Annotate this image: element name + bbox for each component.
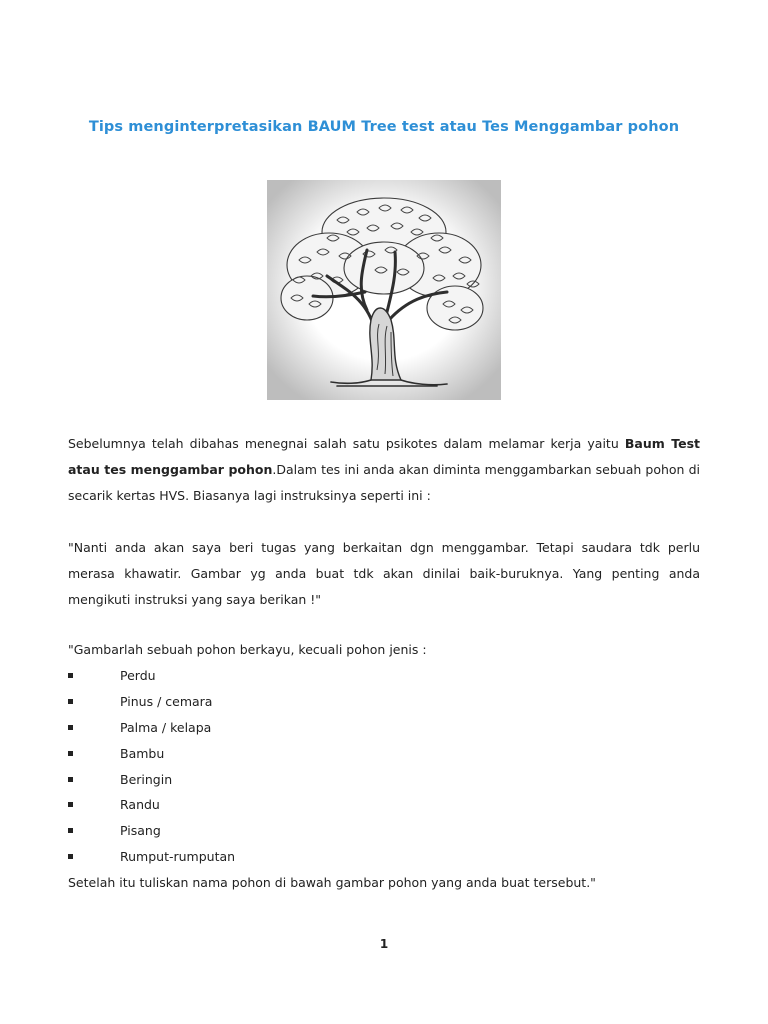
excluded-tree-list xyxy=(68,663,700,870)
bullet-icon xyxy=(68,777,73,782)
tree-illustration xyxy=(267,180,501,400)
list-item xyxy=(68,663,700,689)
list-item-label: Randu xyxy=(120,797,160,813)
list-item-label: Pisang xyxy=(120,823,161,839)
list-item-label: Rumput-rumputan xyxy=(120,849,236,865)
list-item-label: Pinus / cemara xyxy=(120,693,213,709)
list-item-label: Perdu xyxy=(120,668,156,683)
list-item-label: Bambu xyxy=(120,745,165,761)
intro-paragraph xyxy=(68,431,700,509)
bullet-icon xyxy=(68,802,73,807)
list-item xyxy=(68,792,700,818)
bullet-icon xyxy=(68,828,73,833)
intro-bold-text: Baum Test atau tes menggambar pohon xyxy=(68,436,700,477)
list-item xyxy=(68,818,700,844)
tree-drawing xyxy=(267,180,501,400)
intro-text-part2: .Dalam tes ini anda akan diminta menggambarkan sebuah pohon di secarik kertas HVS. Biasanya lagi instruksinya seperti ini : xyxy=(68,462,701,503)
document-title: Tips menginterpretasikan BAUM Tree test atau Tes Menggambar pohon xyxy=(88,119,680,135)
list-item-label: Beringin xyxy=(120,771,173,787)
intro-text-part1: Sebelumnya telah dibahas menegnai salah satu psikotes dalam melamar kerja yaitu xyxy=(68,436,625,451)
tree-list-section xyxy=(68,637,700,896)
bullet-icon xyxy=(68,673,73,678)
list-item xyxy=(68,741,700,767)
bullet-icon xyxy=(68,751,73,756)
list-item xyxy=(68,844,700,870)
list-item xyxy=(68,767,700,793)
list-item-label: Palma / kelapa xyxy=(120,719,212,735)
page-number: 1 xyxy=(379,937,389,951)
bullet-icon xyxy=(68,854,73,859)
instruction-paragraph: "Nanti anda akan saya beri tugas yang berkaitan dgn menggambar. Tetapi saudara tdk perlu merasa khawatir. Gambar yg anda buat tdk akan dinilai baik-buruknya. Yang penting anda mengikuti instruksi yang saya berikan !" xyxy=(68,540,700,607)
bullet-icon xyxy=(68,699,73,704)
list-item xyxy=(68,715,700,741)
closing-sentence: Setelah itu tuliskan nama pohon di bawah gambar pohon yang anda buat tersebut." xyxy=(68,875,596,891)
list-intro: "Gambarlah sebuah pohon berkayu, kecuali pohon jenis : xyxy=(68,642,427,657)
list-item xyxy=(68,689,700,715)
bullet-icon xyxy=(68,725,73,730)
